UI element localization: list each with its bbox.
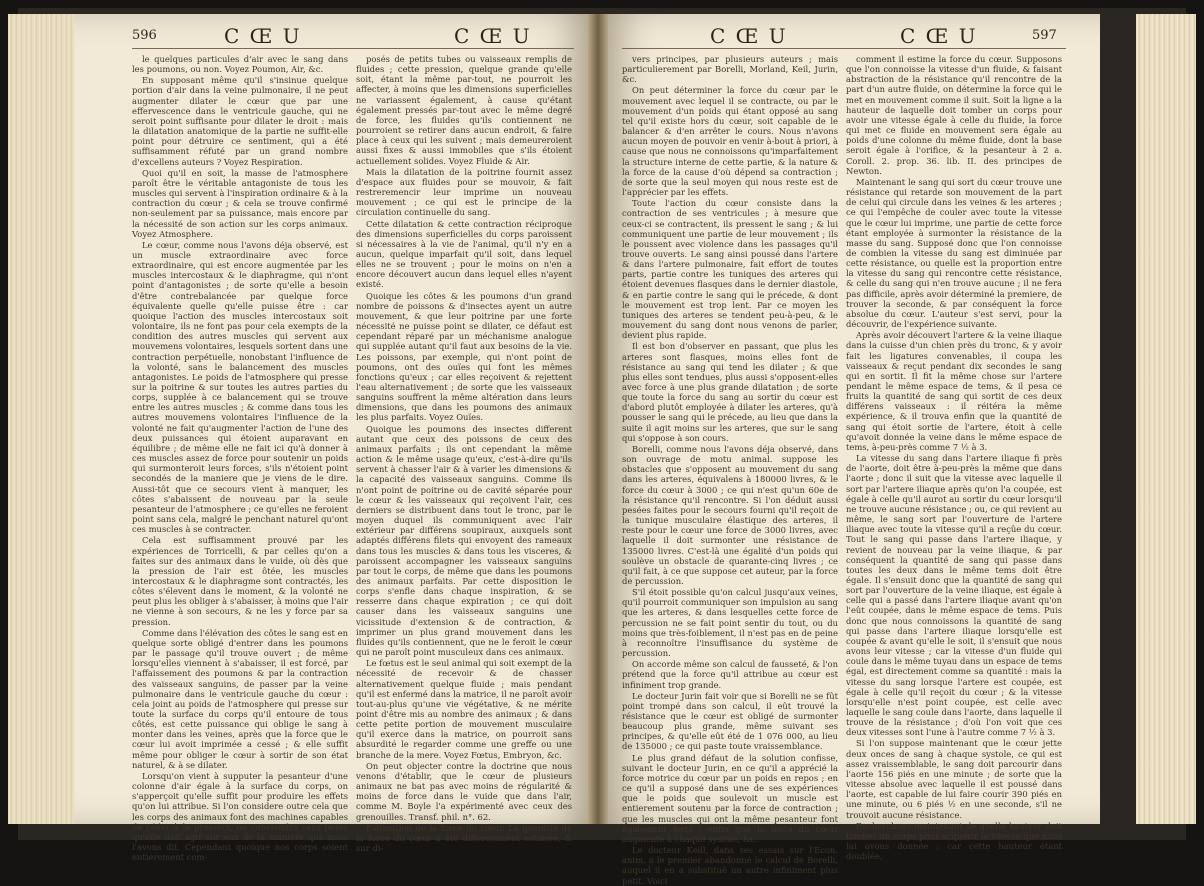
paragraph: Recherchons maintenant de quelle hauteur doit tomber un corps pour acquérir la vitesse que nous lui avons donnée ; car cette hauteur étant doublée, [846, 820, 1062, 862]
paragraph: le quelques particules d'air avec le sang dans les poumons, ou non. Voyez Poumon, Air, &c. [132, 54, 348, 75]
left-page [74, 14, 594, 863]
paragraph: vers principes, par plusieurs auteurs ; mais particulierement par Borelli, Morland, Keil, Jurin, &c. [622, 54, 838, 85]
paragraph: Comme dans l'élévation des côtes le sang est en quelque sorte obligé d'entrer dans les poumons par le passage qu'il trouve ouvert ; de même lorsqu'elles viennent à s'abaisser, il est forcé, par l'affaissement des poumons & par la contraction des vaisseaux sanguins, de passer par la veine pulmonaire dans le ventricule gauche du cœur : cela joint au poids de l'atmosphere qui presse sur toute la surface du corps qu'il entoure de tous côtés, est cette puissance qui oblige le sang à monter dans les veines, après que la force que le cœur lui avoit imprimée a cessé ; & elle suffit même pour obliger le cœur à sortir de son état naturel, & à se dilater. [132, 627, 348, 770]
text-column-right-1 [622, 54, 838, 886]
paragraph: Quoique les côtes & les poumons d'un grand nombre de poissons & d'insectes ayent un autre mouvement, & que leur poitrine par une forte nécessité ne puisse point se dilater, ce défaut est cependant réparé par un méchanisme analogue qui supplée autant qu'il faut aux besoins de la vie. Les poissons, par exemple, qui n'ont point de poumons, ont des ouïes qui font les mêmes fonctions qu'eux ; car elles reçoivent & rejettent l'eau alternativement ; de sorte que les vaisseaux sanguins souffrent la même altération dans leurs dimensions, que dans les poumons des animaux les plus parfaits. Voyez Ouïes. [356, 290, 572, 423]
text-column-left-1 [132, 54, 348, 863]
paragraph: Quoi qu'il en soit, la masse de l'atmosphere paroît être le véritable antagoniste de tous les muscles qui servent à l'inspiration ordinaire & à la contraction du cœur ; & cela se trouve confirmé non-seulement par sa puissance, mais encore par la nécessité de son action sur les corps animaux. Voyez Atmosphere. [132, 167, 348, 239]
paragraph: Mais la dilatation de la poitrine fournit assez d'espace aux fluides pour se mouvoir, & fait restreremencir leur imprime un nouveau mouvement ; ce qui est le principe de la circulation continuelle du sang. [356, 166, 572, 218]
paragraph: Si l'on suppose maintenant que le cœur jette deux onces de sang à chaque systole, ce qui est assez vraissemblable, le sang doit parcourir dans l'aorte 156 piés en une minute ; de sorte que la vitesse absolue avec laquelle il est poussé dans l'aorte, est capable de lui faire courir 390 piés en une minute, ou 6 piés ½ en une seconde, s'il ne trouvoit aucune résistance. [846, 738, 1062, 820]
page-number: 597 [1032, 28, 1057, 43]
paragraph: Quoique les poumons des insectes different autant que ceux des poissons de ceux des animaux parfaits ; ils ont cependant la même action & le même usage qu'eux, c'est-à-dire qu'ils servent à chasser l'air & à varier les dimensions & la capacité des vaisseaux sanguins. Comme ils n'ont point de poitrine ou de cavité séparée pour le cœur & les vaisseaux qui reçoivent l'air, ces derniers se distribuent dans tout le tronc, par le moyen duquel ils communiquent avec l'air extérieur par différens soupiraux, auxquels sont adaptés différens filets qui envoyent des rameaux dans tous les muscles & dans tous les visceres, & paroissent accompagner les vaisseaux sanguins par tout le corps, de même que dans les poumons des animaux parfaits. Par cette disposition le corps s'enfle dans chaque inspiration, & se resserre dans chaque expiration ; ce qui doit causer dans les vaisseaux sanguins une vicissitude d'extension & de contraction, & imprimer un plus grand mouvement dans les fluides qu'ils contiennent, que ne le feroit le cœur qui ne paroît point musculeux dans ces animaux. [356, 423, 572, 658]
paragraph: Le fœtus est le seul animal qui soit exempt de la nécessité de recevoir & de chasser alternativement quelque fluide ; mais pendant qu'il est enfermé dans la matrice, il ne paroît avoir tout-au-plus qu'une vie végétative, & ne mérite point d'être mis au nombre des animaux ; & dans cette petite portion de mouvement musculaire qu'il exerce dans la matrice, on pourroit sans absurdité le regarder comme une greffe ou une branche de la mere. Voyez Fœtus, Embryon, &c. [356, 658, 572, 760]
paragraph: Le docteur Keill, dans ses essais sur l'Econ. anim. a le premier abandonné le calcul de Borelli, auquel il en a substitué un autre infiniment plus petit. Voici [622, 845, 838, 886]
paragraph: On accorde même son calcul de fausseté, & l'on prétend que la force qu'il attribue au cœur est infiniment trop grande. [622, 659, 838, 690]
text-column-right-2 [846, 54, 1062, 862]
paragraph: S'il étoit possible qu'on calcul jusqu'aux veines, qu'il pourroit communiquer son impulsion au sang que les arteres, & dans lesquelles cette force de percussion ne se fait point sentir du tout, ou du moins que très-foiblement, il n'est pas en de peine à reconnoître l'insuffisance du système de percussion. [622, 587, 838, 659]
paragraph: Après avoir découvert l'artere & la veine iliaque dans la cuisse d'un chien près du tronc, & y avoir fait les ligatures convenables, il coupa les vaisseaux & reçut pendant dix secondes le sang qui en sortit. Il fit la même chose sur l'artere pendant le même espace de tems, & il pesa ce fruits la quantité de sang qui sortit de ces deux différens vaisseaux : il réitéra la même expérience, & il trouva enfin que la quantité de sang qui étoit sortie de l'artere, étoit à celle qu'avoit donnée la veine dans le même espace de tems, à-peu-près comme 7 ½ à 3. [846, 330, 1062, 452]
paragraph: Le cœur, comme nous l'avons déja observé, est un muscle extraordinaire avec force extraordinaire, qui est encore augmentée par les muscles intercostaux & le diaphragme, qui n'ont point d'antagonistes ; de sorte qu'elle a besoin d'être contrebalancée par quelque force équivalente quelle qu'elle puisse être : car quoique l'action des muscles intercostaux soit volontaire, ils ne font pas pour cela exempts de la condition des autres muscles qui servent aux mouvemens volontaires, lesquels sortent dans une contraction perpétuelle, nonobstant l'influence de la volonté, sans le balancement des muscles antagonistes. Le poids de l'atmosphere qui presse sur la poitrine & sur toutes les autres parties du corps, supplée à ce balancement qui se trouve entre les autres muscles ; & comme dans tous les autres mouvemens volontaires l'influence de la volonté ne fait qu'augmenter l'action de l'une des deux puissances qui étoient auparavant en équilibre ; de même elle ne fait ici qu'à donner à ces muscles assez de force pour soutenir un poids qui surmonteroit leurs forces, s'ils n'étoient point secondés de la maniere que je viens de le dire. Aussi-tôt que ce secours vient à manquer, les côtes s'abaissent de nouveau par la seule pesanteur de l'atmosphere ; ce qu'elles ne feroient point sans cela, malgré le penchant naturel qu'ont ces muscles à se contracter. [132, 239, 348, 535]
paragraph: Maintenant le sang qui sort du cœur trouve une résistance qui retarde son mouvement de la part de celui qui circule dans les veines & les arteres ; ce qui l'empêche de couler avec toute la vitesse que le cœur lui imprime, une partie de cette force étant employée à surmonter la résistance de la masse du sang. Supposé donc que l'on connoisse de combien la vitesse du sang est diminuée par cette résistance, ou quelle est la proportion entre la vitesse du sang qui rencontre cette résistance, & celle du sang qui n'en trouve aucune ; il ne fera pas difficile, après avoir déterminé la premiere, de trouver la seconde, & par conséquent la force absolue du cœur. L'auteur s'est servi, pour la découvrir, de l'expérience suivante. [846, 176, 1062, 330]
page-number: 596 [132, 28, 157, 43]
running-head: C Œ U [900, 24, 978, 48]
right-page [600, 14, 1100, 886]
paragraph: On peut objecter contre la doctrine que nous venons d'établir, que le cœur de plusieurs animaux ne bat pas avec moins de régularité & moins de force dans le vuide que dans l'air, comme M. Boyle l'a expérimenté avec ceux des grenouilles. Transf. phil. n°. 62. [356, 760, 572, 822]
paragraph: Lorsqu'on vient à supputer la pesanteur d'une colonne d'air égale à la surface du corps, on s'apperçoit qu'elle suffit pour produire les effets qu'on lui attribue. Si l'on considere outre cela que les corps des animaux font des machines capables de céder à la pression, on conviendra sans peine qu'elle doit agir sur eux de la maniere que nous l'avons dit. Cependant quoique nos corps soient entierement com- [132, 770, 348, 863]
right-page-header [600, 24, 1100, 48]
paragraph: Le docteur Jurin fait voir que si Borelli ne se fût point trompé dans son calcul, il eût trouvé la résistance que le cœur est obligé de surmonter beaucoup plus grande, même suivant ses principes, & qu'elle eût été de 1 076 000, au lieu de 135000 ; ce qui paste toute vraissemblance. [622, 690, 838, 752]
running-head: C Œ U [454, 24, 532, 48]
header-rule [132, 48, 574, 49]
paragraph: Cette dilatation & cette contraction réciproque des dimensions superficielles du corps paroissent si nécessaires à la vie de l'animal, qu'il n'y en a aucun, quelque imparfait qu'il soit, dans lequel elles ne se trouvent ; pour le moins on n'en a encore découvert aucun dans lequel elles n'ayent existé. [356, 218, 572, 290]
paragraph: En supposant même qu'il s'insinue quelque portion d'air dans la veine pulmonaire, il ne peut augmenter dilater le cœur que par une effervescence dans le ventricule gauche, qui ne seroit point suffisante pour dilater le droit : mais la dilatation anatomique de la partie ne suffit-elle point pour détruire ce sentiment, qui a été suffisamment réfuté par un grand nombre d'excellens auteurs ? Voyez Respiration. [132, 75, 348, 167]
text-column-left-2 [356, 54, 572, 854]
paragraph: Estimation de la force du cœur. La quantité de la force du cœur a été différemment estimée, & sur di- [356, 822, 572, 854]
page-edges-right [1136, 14, 1196, 824]
paragraph: La vitesse du sang dans l'artere iliaque fi près de l'aorte, doit être à-peu-près la même que dans l'aorte ; donc il suit que la vitesse avec laquelle il sort par l'artere iliaque après qu'on l'a coupée, est égale à celle qu'il aurot au sortir du cœur lorsqu'il ne trouve aucune résistance ; ou, ce qui revient au même, le sang sort par l'ouverture de l'artere iliaque avec toute la vitesse qu'il a reçûe du cœur. Tout le sang qui passe dans l'artere iliaque, y revient de nouveau par la veine iliaque, & par conséquent la quantité de sang qui passe dans toutes les deux dans le même tems doit être égale. Il s'ensuit donc que la quantité de sang qui sort par l'ouverture de la veine iliaque, est égale à celle qui a passé dans l'artere iliaque avant qu'on l'eût coupée, dans le même espace de tems. Puis donc que nous connoissons la quantité de sang qui passe dans l'artere iliaque lorsqu'elle est coupée & avant qu'elle le soit, il s'ensuit que nous avons leur vitesse ; car la vitesse d'un fluide qui coule dans le même tuyau dans un espace de tems égal, est directement comme sa quantité : mais la vitesse du sang lorsque l'artere est coupée, est égale à celle qu'il reçoit du cœur ; & la vitesse lorsqu'elle n'est point coupée, est celle avec laquelle le sang coule dans l'aorte, dans laquelle il trouve de la résistance ; d'où l'on voit que ces deux vitesses sont l'une à l'autre comme 7 ½ à 3. [846, 453, 1062, 738]
paragraph: On peut déterminer la force du cœur par le mouvement avec lequel il se contracte, ou par le mouvement d'un poids qui étant opposé au sang tel qu'il existe hors du cœur, soit capable de le balancer & d'en arrêter le cours. Nous n'avons aucun moyen de pouvoir en venir à-bout à priori, à cause que nous ne connoissons qu'imparfaitement la structure interne de cette partie, & la nature & la force de la cause d'où dépend sa contraction ; de sorte que la seul moyen qui nous reste est de l'apprécier par les effets. [622, 85, 838, 198]
running-head: C Œ U [224, 24, 302, 48]
paragraph: Il est bon d'observer en passant, que plus les arteres sont flasques, moins elles font de résistance au sang qui tend les dilater ; & que plus elles sont tendues, plus aussi s'opposent-elles avec force à une plus grande dilatation ; de sorte que toute la force du sang au sortir du cœur est d'abord plutôt employée à dilater les arteres, qu'à pousser le sang qui le précede, au lieu que dans la suite il agit moins sur les arteres, que sur le sang qui s'oppose à son cours. [622, 341, 838, 443]
paragraph: Le plus grand défaut de la solution confisse, suivant le docteur Jurin, en ce qu'il a apprécié la force motrice du cœur par un poids en repos ; en ce qu'il a supposé dans une de ses expériences que le poids que soulevoit un muscle est entierement soutenu par la force de contraction ; que les muscles qui ont la même pesanteur font également forts ; enfin que la force du cœur augmente à chaque systole, &c. [622, 752, 838, 844]
paragraph: posés de petits tubes ou vaisseaux remplis de fluides ; cette pression, quelque grande qu'elle soit, étant la même par-tout, ne pourroit les affecter, à moins que les dimensions superficielles ne variassent également, à cause qu'étant également pressés par-tout avec le même degré de force, les fluides qu'ils contiennent ne pourroient se retirer dans aucun endroit, & faire place à ceux qui les suivent ; mais demeureroient aussi fixes & aussi immobiles que s'ils étoient actuellement solides. Voyez Fluide & Air. [356, 54, 572, 166]
book-gutter [588, 14, 608, 824]
paragraph: Cela est suffisamment prouvé par les expériences de Torricelli, & par celles qu'on a faites sur des animaux dans le vuide, où dès que la pression de l'air est ôtée, les muscles intercostaux & le diaphragme sont contractés, les côtes s'élevent dans le moment, & la volonté ne peut plus les obliger à s'abaisser, à moins que l'air ne vienne à son secours, & ne les y force par sa pression. [132, 535, 348, 627]
running-head: C Œ U [710, 24, 788, 48]
header-rule [622, 48, 1066, 49]
page-edges-left [8, 14, 74, 824]
paragraph: comment il estime la force du cœur. Supposons que l'on connoisse la vitesse d'un fluide, & faisant abstraction de la résistance qu'il rencontre de la part d'un autre fluide, on détermine la force qui le met en mouvement comme il suit. Soit la ligne a la hauteur de laquelle doit tomber un corps pour avoir une vitesse égale à celle du fluide, la force qui met ce fluide en mouvement sera égale au poids d'une colonne du même fluide, dont la base seroit égale à l'orifice, & la pesanteur à 2 a. Coroll. 2. prop. 36. lib. II. des principes de Newton. [846, 54, 1062, 176]
left-page-header [74, 24, 594, 48]
paragraph: Borelli, comme nous l'avons déja observé, dans son ouvrage de motu animal. suppose les obstacles que s'opposent au mouvement du sang dans les arteres, équivalens à 180000 livres, & le force du cœur à 3000 ; ce qui n'est qu'un 60e de la résistance qu'il rencontre. Si l'on déduit aussi pesées faites pour le secours fourni qu'il reçoit de la tunique musculaire élastique des arteres, il reste pour le cœur une force de 3000 livres, avec laquelle il doit surmonter une résistance de 135000 livres. C'est-là une égalité d'un poids qui soulève un obstacle de quarante-cinq livres ; ce qu'il fait, à ce que suppose cet auteur, par la force de percussion. [622, 443, 838, 586]
paragraph: Toute l'action du cœur consiste dans la contraction de ses ventricules ; à mesure que ceux-ci se contractent, ils pressent le sang ; & lui communiquent une partie de leur mouvement ; ils le poussent avec violence dans les passages qu'il trouve ouverts. Le sang ainsi poussé dans l'artere & dans l'artere pulmonaire, fait effort de toutes parts, partie contre les tuniques des arteres qui étoient devenues flasques dans le dernier diastole, & en partie contre le sang qui le précede, & dont le mouvement est trop lent. Par ce moyen les tuniques des arteres se tendent peu-à-peu, & le mouvement du sang dont nous venons de parler, devient plus rapide. [622, 198, 838, 341]
